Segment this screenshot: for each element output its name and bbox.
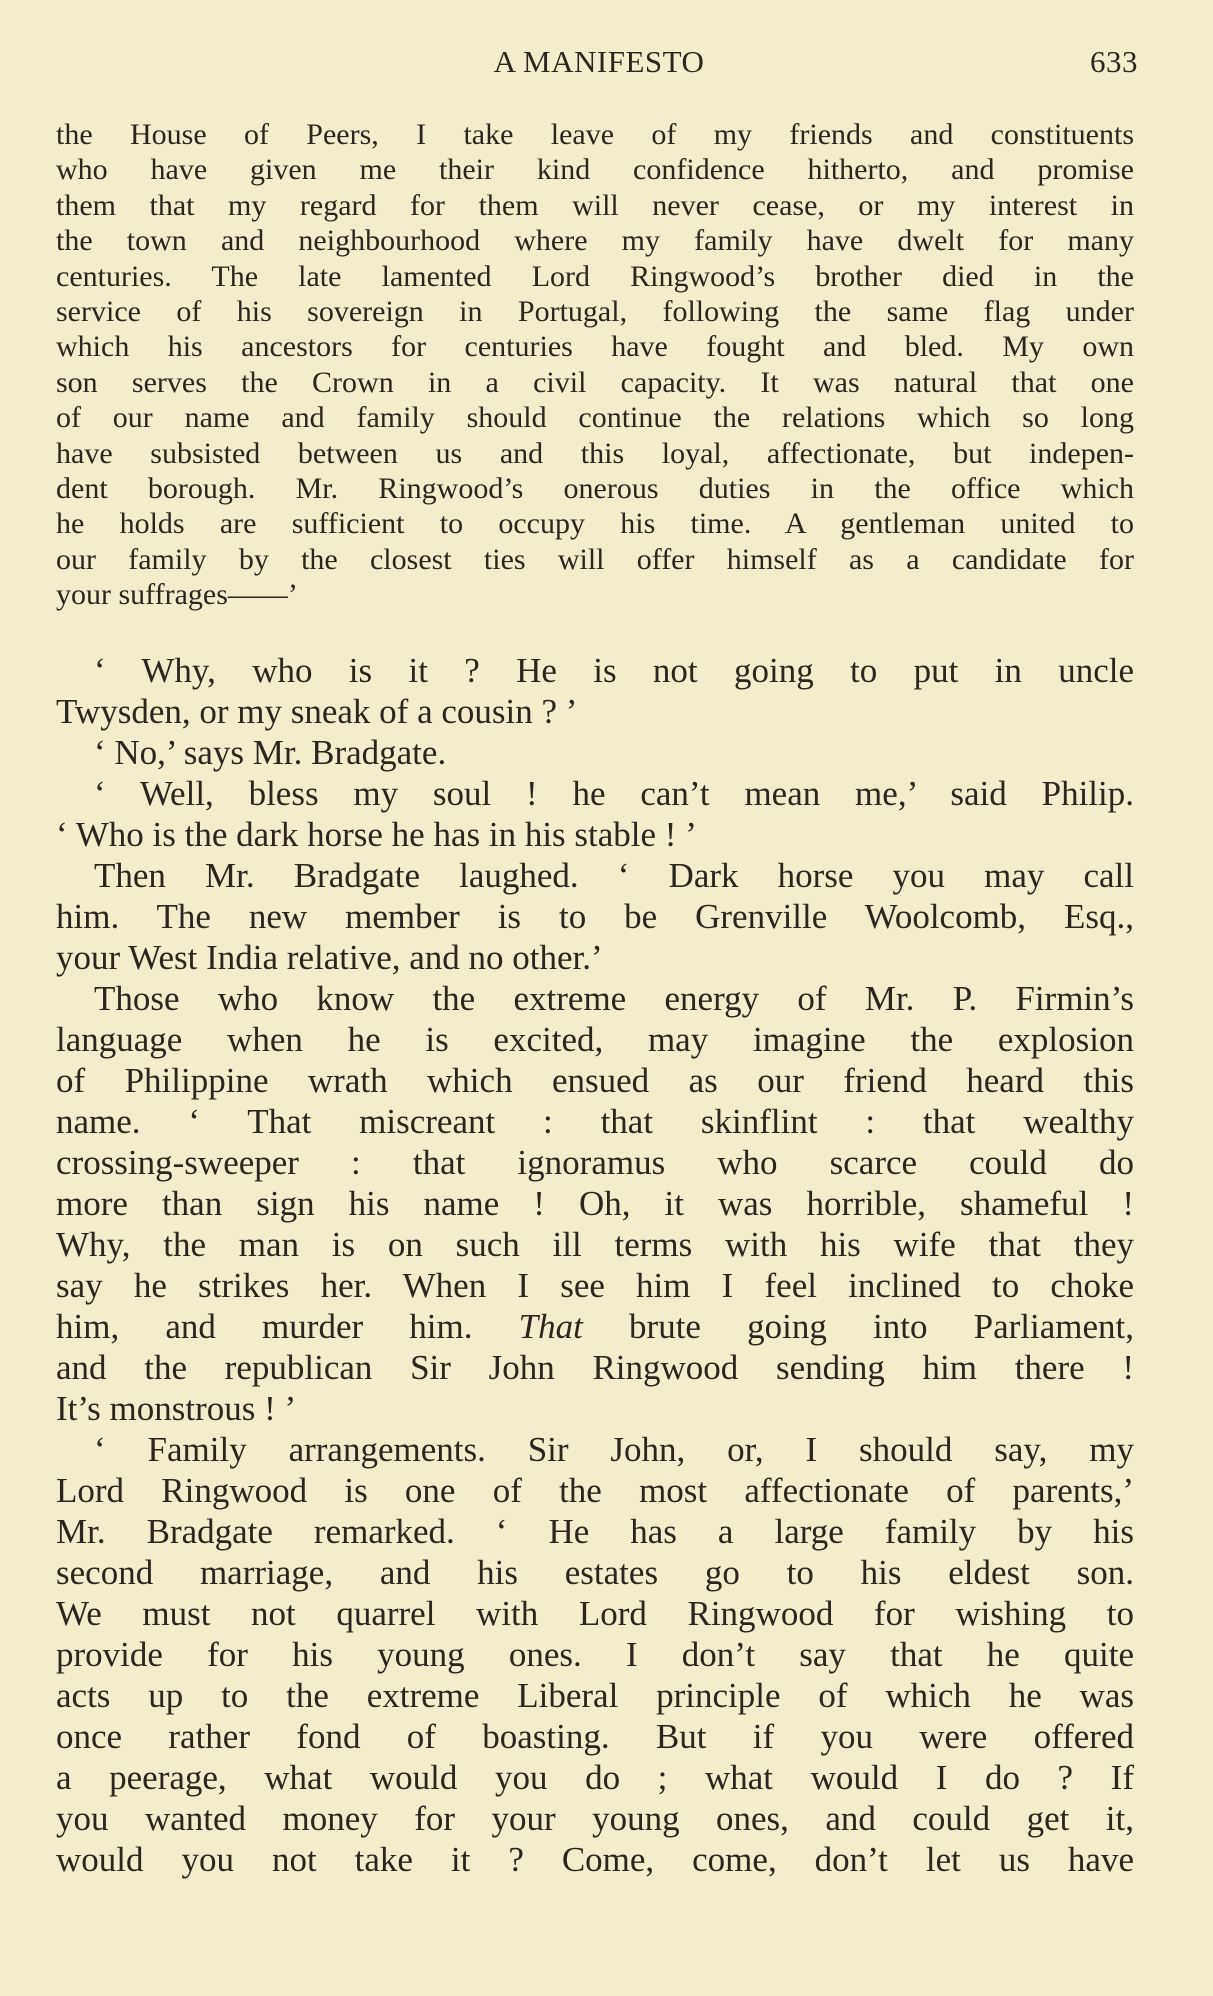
text-line: We must not quarrel with Lord Ringwood for wishing to	[56, 1594, 1134, 1633]
text-line: provide for his young ones. I don’t say that he quite	[56, 1635, 1134, 1674]
quote-line: of our name and family should continue the relations which so long	[56, 401, 1134, 435]
text-line: Mr. Bradgate remarked. ‘ He has a large family by his	[56, 1512, 1134, 1551]
page-number: 633	[1090, 44, 1138, 79]
quote-line: have subsisted between us and this loyal, affectionate, but indepen-	[56, 436, 1134, 470]
text-line: ‘ Who is the dark horse he has in his stable ! ’	[56, 815, 697, 854]
running-title: A MANIFESTO	[493, 44, 705, 79]
text-line: of Philippine wrath which ensued as our friend heard this	[56, 1061, 1134, 1100]
quote-line: son serves the Crown in a civil capacity. It was natural that one	[56, 365, 1134, 399]
quote-line: them that my regard for them will never cease, or my interest in	[56, 188, 1134, 222]
quote-line: your suffrages——’	[56, 578, 298, 612]
text-line: and the republican Sir John Ringwood sending him there !	[56, 1348, 1134, 1387]
text-line: him. The new member is to be Grenville Woolcomb, Esq.,	[56, 897, 1134, 936]
text-line: ‘ Why, who is it ? He is not going to put in uncle	[94, 651, 1134, 690]
text-line: you wanted money for your young ones, and could get it,	[56, 1799, 1134, 1838]
text-line: It’s monstrous ! ’	[56, 1389, 297, 1428]
quote-line: service of his sovereign in Portugal, following the same flag under	[56, 294, 1134, 328]
text-line: ‘ Family arrangements. Sir John, or, I should say, my	[94, 1430, 1134, 1469]
text-line: a peerage, what would you do ; what would I do ? If	[56, 1758, 1134, 1797]
text-line: more than sign his name ! Oh, it was horrible, shameful !	[56, 1184, 1134, 1223]
text-line: say he strikes her. When I see him I feel inclined to choke	[56, 1266, 1134, 1305]
text-line: Twysden, or my sneak of a cousin ? ’	[56, 692, 578, 731]
quote-line: he holds are sufficient to occupy his time. A gentleman united to	[56, 507, 1134, 541]
quote-line: the town and neighbourhood where my family have dwelt for many	[56, 224, 1134, 258]
text-line: your West India relative, and no other.’	[56, 938, 603, 977]
text-line: him, and murder him. That brute going into Parliament,	[56, 1307, 1134, 1346]
text-line: crossing-sweeper : that ignoramus who scarce could do	[56, 1143, 1134, 1182]
text-line: language when he is excited, may imagine the explosion	[56, 1020, 1134, 1059]
text-line: Why, the man is on such ill terms with his wife that they	[56, 1225, 1134, 1264]
quote-line: centuries. The late lamented Lord Ringwood’s brother died in the	[56, 259, 1134, 293]
quote-line: our family by the closest ties will offer himself as a candidate for	[56, 542, 1134, 576]
text-line: ‘ Well, bless my soul ! he can’t mean me,’ said Philip.	[94, 774, 1134, 813]
text-line: ‘ No,’ says Mr. Bradgate.	[94, 733, 447, 772]
italic-emphasis: That	[518, 1307, 583, 1346]
page-header	[60, 44, 1138, 84]
text-line: once rather fond of boasting. But if you were offered	[56, 1717, 1134, 1756]
text-line: name. ‘ That miscreant : that skinflint : that wealthy	[56, 1102, 1134, 1141]
quote-line: which his ancestors for centuries have fought and bled. My own	[56, 330, 1134, 364]
text-line: would you not take it ? Come, come, don’t let us have	[56, 1840, 1134, 1879]
quote-line: dent borough. Mr. Ringwood’s onerous duties in the office which	[56, 471, 1134, 505]
quote-line: the House of Peers, I take leave of my friends and constituents	[56, 118, 1134, 151]
text-line: Lord Ringwood is one of the most affectionate of parents,’	[56, 1471, 1134, 1510]
manifesto-quote	[56, 117, 1134, 612]
text-line: second marriage, and his estates go to his eldest son.	[56, 1553, 1134, 1592]
narrative-dialogue	[56, 650, 1134, 1880]
text-line: acts up to the extreme Liberal principle of which he was	[56, 1676, 1134, 1715]
text-line: Then Mr. Bradgate laughed. ‘ Dark horse you may call	[94, 856, 1134, 895]
quote-line: who have given me their kind confidence hitherto, and promise	[56, 153, 1134, 187]
text-line: Those who know the extreme energy of Mr. P. Firmin’s	[94, 979, 1134, 1018]
